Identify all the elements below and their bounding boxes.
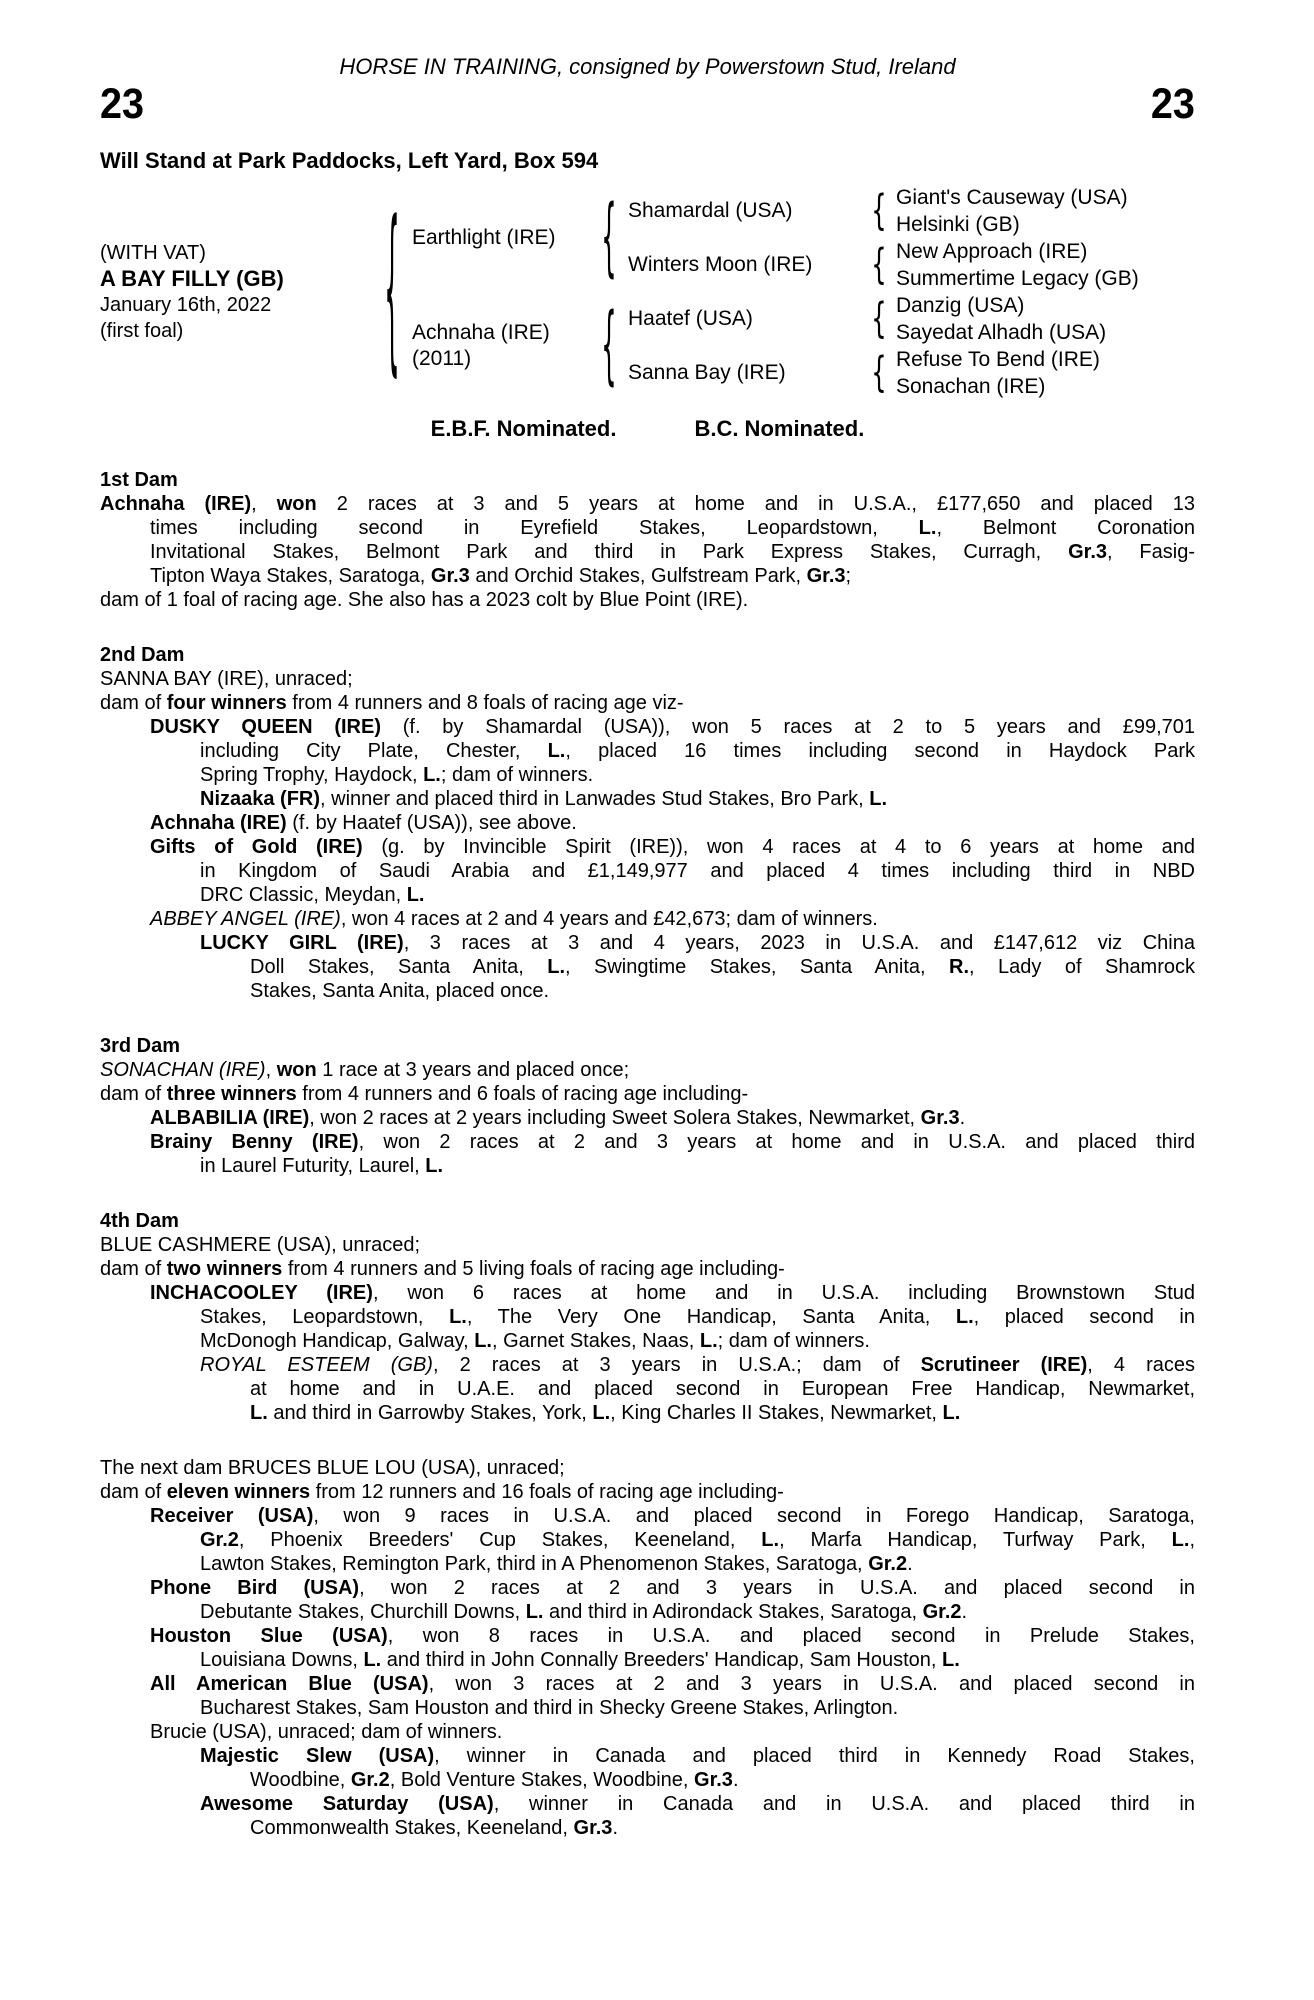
text-run: dam of 1 foal of racing age. She also has a 2023 colt by Blue Point (IRE).: [100, 589, 749, 611]
text-line: [200, 931, 1195, 955]
text-line: [250, 1816, 1195, 1840]
text-line: [100, 588, 1195, 612]
text-line: [150, 1504, 1195, 1528]
text-run: L.: [525, 1601, 544, 1623]
text-run: ALBABILIA (IRE): [150, 1107, 310, 1129]
foal-note: (first foal): [100, 320, 184, 342]
text-run: L.: [955, 1306, 974, 1328]
text-run: L.: [449, 1306, 467, 1328]
text-run: including City Plate, Chester,: [200, 740, 548, 762]
text-run: L.: [918, 517, 937, 539]
text-run: , placed 16 times including second in Haydock Park: [565, 740, 1195, 762]
text-run: Gr.3: [694, 1769, 733, 1791]
text-run: L.: [1171, 1529, 1190, 1551]
text-run: L.: [699, 1330, 718, 1352]
text-run: L.: [869, 788, 888, 810]
pedigree-brace-gen2-1: {: [871, 240, 887, 289]
text-run: ,: [251, 493, 277, 515]
text-run: (f. by Shamardal (USA)), won 5 races at 2 to 5 years and £99,701: [380, 716, 1195, 738]
text-line: [250, 955, 1195, 979]
text-run: won: [276, 1059, 317, 1081]
text-line: [200, 859, 1195, 883]
text-run: L.: [592, 1402, 611, 1424]
pedigree-dam-name: Achnaha (IRE): [412, 321, 550, 344]
text-line: [100, 691, 1195, 715]
text-line: [150, 1281, 1195, 1305]
text-run: Spring Trophy, Haydock,: [200, 764, 424, 786]
text-run: SANNA BAY (IRE), unraced;: [100, 668, 353, 690]
text-run: , won 2 races at 2 and 3 years at home and in U.S.A. and placed third: [358, 1131, 1195, 1153]
text-run: ;: [845, 565, 852, 587]
text-line: [200, 1600, 1195, 1624]
text-line: [150, 1672, 1195, 1696]
text-run: , won 8 races in U.S.A. and placed second in Prelude Stakes,: [387, 1625, 1195, 1647]
text-run: Majestic Slew (USA): [200, 1745, 435, 1767]
text-run: L.: [250, 1402, 268, 1424]
text-line: [100, 492, 1195, 516]
text-run: Stakes, Santa Anita, placed once.: [250, 980, 550, 1002]
pedigree-gen3-5: Sayedat Alhadh (USA): [896, 320, 1107, 344]
text-run: in Laurel Futurity, Laurel,: [200, 1155, 426, 1177]
text-run: Lawton Stakes, Remington Park, third in A Phenomenon Stakes, Saratoga,: [200, 1553, 869, 1575]
text-run: , 4 races: [1087, 1354, 1195, 1376]
dam-section: [100, 1209, 1195, 1425]
text-run: won: [276, 493, 317, 515]
text-run: Gr.2: [350, 1769, 390, 1791]
text-line: [200, 1305, 1195, 1329]
text-line: [200, 1552, 1195, 1576]
text-run: Invitational Stakes, Belmont Park and third in Park Express Stakes, Curragh,: [150, 541, 1069, 563]
text-run: , Swingtime Stakes, Santa Anita,: [565, 956, 950, 978]
text-line: [150, 1624, 1195, 1648]
consignor-line: HORSE IN TRAINING, consigned by Powerstown Stud, Ireland: [339, 54, 956, 79]
text-run: All American Blue (USA): [150, 1673, 429, 1695]
text-run: Commonwealth Stakes, Keeneland,: [250, 1817, 574, 1839]
text-line: [250, 979, 1195, 1003]
text-run: L.: [425, 1155, 444, 1177]
ebf-nominated-label: E.B.F. Nominated.: [430, 416, 617, 441]
text-run: Scrutineer (IRE): [920, 1354, 1088, 1376]
text-run: , Lady of Shamrock: [969, 956, 1196, 978]
pedigree-gen2-2: Haatef (USA): [628, 307, 753, 330]
text-run: , Garnet Stakes, Naas,: [492, 1330, 700, 1352]
text-line: [150, 1720, 1195, 1744]
dam-section: [100, 643, 1195, 1003]
text-run: 1 race at 3 years and placed once;: [316, 1059, 630, 1081]
text-run: Gr.3: [920, 1107, 960, 1129]
text-run: The next dam BRUCES BLUE LOU (USA), unraced;: [100, 1457, 565, 1479]
text-run: Gr.3: [573, 1817, 613, 1839]
text-run: , winner in Canada and in U.S.A. and placed third in: [493, 1793, 1195, 1815]
text-run: Gr.3: [806, 565, 846, 587]
text-run: Debutante Stakes, Churchill Downs,: [200, 1601, 526, 1623]
text-run: Brucie (USA), unraced; dam of winners.: [150, 1721, 503, 1743]
text-run: .: [961, 1601, 968, 1623]
pedigree-brace-main: {: [384, 185, 400, 395]
text-run: L.: [942, 1402, 961, 1424]
text-run: Brainy Benny (IRE): [150, 1131, 359, 1153]
text-run: R.: [949, 956, 970, 978]
pedigree-gen2-0: Shamardal (USA): [628, 199, 793, 222]
text-run: Doll Stakes, Santa Anita,: [250, 956, 548, 978]
text-run: dam of: [100, 1083, 167, 1105]
text-run: at home and in U.A.E. and placed second in European Free Handicap, Newmarket,: [250, 1378, 1195, 1400]
text-run: from 12 runners and 16 foals of racing age including-: [310, 1481, 784, 1503]
text-run: from 4 runners and 8 foals of racing age viz-: [286, 692, 684, 714]
text-run: DRC Classic, Meydan,: [200, 884, 407, 906]
text-run: Tipton Waya Stakes, Saratoga,: [150, 565, 431, 587]
text-line: [150, 540, 1195, 564]
text-line: [100, 1233, 1195, 1257]
text-run: Gr.3: [1068, 541, 1107, 563]
text-run: Gr.3: [430, 565, 470, 587]
text-line: [150, 1130, 1195, 1154]
text-run: and third in Adirondack Stakes, Saratoga,: [543, 1601, 923, 1623]
text-run: from 4 runners and 6 foals of racing age including-: [296, 1083, 749, 1105]
text-run: , 2 races at 3 years in U.S.A.; dam of: [432, 1354, 921, 1376]
text-run: Gifts of Gold (IRE): [150, 836, 363, 858]
text-run: L.: [406, 884, 425, 906]
text-run: Louisiana Downs,: [200, 1649, 364, 1671]
text-run: and Orchid Stakes, Gulfstream Park,: [469, 565, 807, 587]
text-line: [200, 1792, 1195, 1816]
pedigree-gen3-6: Refuse To Bend (IRE): [896, 347, 1100, 371]
vat-note: (WITH VAT): [100, 242, 206, 264]
pedigree-gen2-3: Sanna Bay (IRE): [628, 361, 786, 384]
text-run: Bucharest Stakes, Sam Houston and third in Shecky Greene Stakes, Arlington.: [200, 1697, 899, 1719]
text-line: [150, 564, 1195, 588]
lot-number-row: [100, 82, 1195, 126]
pedigree-gen3-2: New Approach (IRE): [896, 239, 1088, 263]
text-run: Woodbine,: [250, 1769, 351, 1791]
text-line: [200, 739, 1195, 763]
text-run: INCHACOOLEY (IRE): [150, 1282, 373, 1304]
text-run: (g. by Invincible Spirit (IRE)), won 4 races at 4 to 6 years at home and: [362, 836, 1195, 858]
text-run: .: [732, 1769, 739, 1791]
text-run: Receiver (USA): [150, 1505, 314, 1527]
text-run: dam of: [100, 1258, 167, 1280]
text-line: [100, 1257, 1195, 1281]
text-run: , winner in Canada and placed third in Kennedy Road Stakes,: [434, 1745, 1195, 1767]
text-run: Achnaha (IRE): [150, 812, 287, 834]
pedigree-dam: [412, 292, 590, 400]
text-run: , Fasig-: [1107, 541, 1195, 563]
section-heading: 4th Dam: [100, 1210, 179, 1232]
text-run: from 4 runners and 5 living foals of racing age including-: [282, 1258, 785, 1280]
text-line: [100, 1058, 1195, 1082]
text-run: , 3 races at 3 and 4 years, 2023 in U.S.A. and £147,612 viz China: [403, 932, 1195, 954]
text-run: , Bold Venture Stakes, Woodbine,: [389, 1769, 695, 1791]
text-run: eleven winners: [166, 1481, 311, 1503]
text-run: ; dam of winners.: [717, 1330, 870, 1352]
text-run: , Belmont Coronation: [936, 517, 1195, 539]
pedigree-gen3-3: Summertime Legacy (GB): [896, 266, 1139, 290]
text-run: , placed second in: [973, 1306, 1195, 1328]
text-run: , won 6 races at home and in U.S.A. including Brownstown Stud: [372, 1282, 1196, 1304]
text-run: in Kingdom of Saudi Arabia and £1,149,977 and placed 4 times including third in NBD: [200, 860, 1195, 882]
text-line: [100, 1480, 1195, 1504]
pedigree-table: [100, 184, 1195, 400]
text-run: ,: [265, 1059, 277, 1081]
text-line: [200, 1648, 1195, 1672]
text-run: BLUE CASHMERE (USA), unraced;: [100, 1234, 421, 1256]
text-run: , Marfa Handicap, Turfway Park,: [779, 1529, 1172, 1551]
text-line: [200, 1329, 1195, 1353]
text-line: [150, 715, 1195, 739]
dam-section: [100, 1456, 1195, 1840]
text-line: [200, 787, 1195, 811]
text-run: Phone Bird (USA): [150, 1577, 360, 1599]
catalogue-sections: [100, 468, 1195, 1840]
text-run: L.: [547, 956, 566, 978]
text-run: Nizaaka (FR): [200, 788, 321, 810]
horse-name: A BAY FILLY (GB): [100, 266, 284, 291]
text-line: [250, 1401, 1195, 1425]
text-line: [150, 907, 1195, 931]
text-line: [200, 1744, 1195, 1768]
stand-location-line: Will Stand at Park Paddocks, Left Yard, Box 594: [100, 148, 599, 173]
pedigree-dam-year: (2011): [412, 347, 472, 370]
subject-block: [100, 240, 372, 344]
text-line: [200, 763, 1195, 787]
text-run: four winners: [166, 692, 287, 714]
lot-number-left: 23: [100, 80, 145, 128]
text-run: two winners: [166, 1258, 283, 1280]
text-run: dam of: [100, 692, 167, 714]
section-heading: 1st Dam: [100, 469, 178, 491]
text-line: [150, 835, 1195, 859]
pedigree-brace-gen2-2: {: [871, 294, 887, 343]
text-run: , won 2 races at 2 years including Sweet Solera Stakes, Newmarket,: [309, 1107, 921, 1129]
pedigree-gen3-1: Helsinki (GB): [896, 212, 1020, 236]
text-run: .: [907, 1553, 913, 1575]
text-run: L.: [547, 740, 566, 762]
text-run: , won 3 races at 2 and 3 years in U.S.A. and placed second in: [428, 1673, 1195, 1695]
text-run: .: [612, 1817, 618, 1839]
text-run: ; dam of winners.: [440, 764, 594, 786]
bc-nominated-label: B.C. Nominated.: [694, 416, 865, 441]
text-line: [200, 1154, 1195, 1178]
text-run: Stakes, Leopardstown,: [200, 1306, 450, 1328]
text-line: [100, 1456, 1195, 1480]
nominations-line: [100, 416, 1195, 442]
text-run: Awesome Saturday (USA): [200, 1793, 494, 1815]
text-run: Gr.2: [922, 1601, 962, 1623]
pedigree-brace-gen2-3: {: [871, 348, 887, 397]
text-line: [250, 1377, 1195, 1401]
pedigree-gen2-1: Winters Moon (IRE): [628, 253, 813, 276]
text-run: L.: [942, 1649, 960, 1671]
text-line: [150, 811, 1195, 835]
dam-section: [100, 1034, 1195, 1178]
dam-section: [100, 468, 1195, 612]
text-run: Achnaha (IRE): [100, 493, 252, 515]
text-run: Gr.2: [200, 1529, 239, 1551]
pedigree-sire: Earthlight (IRE): [412, 226, 556, 249]
lot-number-right: 23: [1150, 80, 1195, 128]
text-run: three winners: [166, 1083, 297, 1105]
text-run: McDonogh Handicap, Galway,: [200, 1330, 475, 1352]
text-line: [150, 1576, 1195, 1600]
text-run: DUSKY QUEEN (IRE): [150, 716, 381, 738]
text-line: [100, 667, 1195, 691]
text-run: , won 2 races at 2 and 3 years in U.S.A. and placed second in: [359, 1577, 1195, 1599]
text-run: Houston Slue (USA): [150, 1625, 388, 1647]
pedigree-brace-dam: {: [601, 295, 617, 395]
text-run: L.: [363, 1649, 382, 1671]
text-run: ,: [1189, 1529, 1195, 1551]
text-run: SONACHAN (IRE): [100, 1059, 266, 1081]
text-line: [200, 883, 1195, 907]
text-run: times including second in Eyrefield Stakes, Leopardstown,: [150, 517, 919, 539]
text-run: (f. by Haatef (USA)), see above.: [286, 812, 577, 834]
text-line: [100, 1082, 1195, 1106]
pedigree-gen3-4: Danzig (USA): [896, 293, 1025, 317]
text-line: [150, 1106, 1195, 1130]
text-run: .: [959, 1107, 966, 1129]
text-run: 2 races at 3 and 5 years at home and in U.S.A., £177,650 and placed 13: [316, 493, 1195, 515]
text-run: and third in John Connally Breeders' Handicap, Sam Houston,: [381, 1649, 943, 1671]
text-run: , won 4 races at 2 and 4 years and £42,673; dam of winners.: [340, 908, 878, 930]
pedigree-gen3-0: Giant's Causeway (USA): [896, 185, 1128, 209]
pedigree-brace-gen2-0: {: [871, 186, 887, 235]
text-line: [200, 1528, 1195, 1552]
text-run: ABBEY ANGEL (IRE): [150, 908, 341, 930]
text-run: L.: [474, 1330, 492, 1352]
text-run: , won 9 races in U.S.A. and placed second in Forego Handicap, Saratoga,: [313, 1505, 1195, 1527]
text-run: L.: [423, 764, 441, 786]
text-line: [250, 1768, 1195, 1792]
text-line: [200, 1696, 1195, 1720]
text-run: L.: [761, 1529, 780, 1551]
text-run: and third in Garrowby Stakes, York,: [267, 1402, 593, 1424]
foal-date: January 16th, 2022: [100, 294, 272, 316]
section-heading: 3rd Dam: [100, 1035, 181, 1057]
text-run: Gr.2: [868, 1553, 908, 1575]
text-run: , winner and placed third in Lanwades Stud Stakes, Bro Park,: [320, 788, 870, 810]
pedigree-gen3-7: Sonachan (IRE): [896, 374, 1046, 398]
text-run: ROYAL ESTEEM (GB): [200, 1354, 433, 1376]
text-run: , The Very One Handicap, Santa Anita,: [466, 1306, 956, 1328]
pedigree-brace-sire: {: [601, 187, 617, 287]
text-run: , King Charles II Stakes, Newmarket,: [610, 1402, 943, 1424]
text-line: [200, 1353, 1195, 1377]
text-run: dam of: [100, 1481, 167, 1503]
text-run: LUCKY GIRL (IRE): [200, 932, 404, 954]
text-line: [150, 516, 1195, 540]
text-run: , Phoenix Breeders' Cup Stakes, Keeneland,: [238, 1529, 762, 1551]
section-heading: 2nd Dam: [100, 644, 185, 666]
